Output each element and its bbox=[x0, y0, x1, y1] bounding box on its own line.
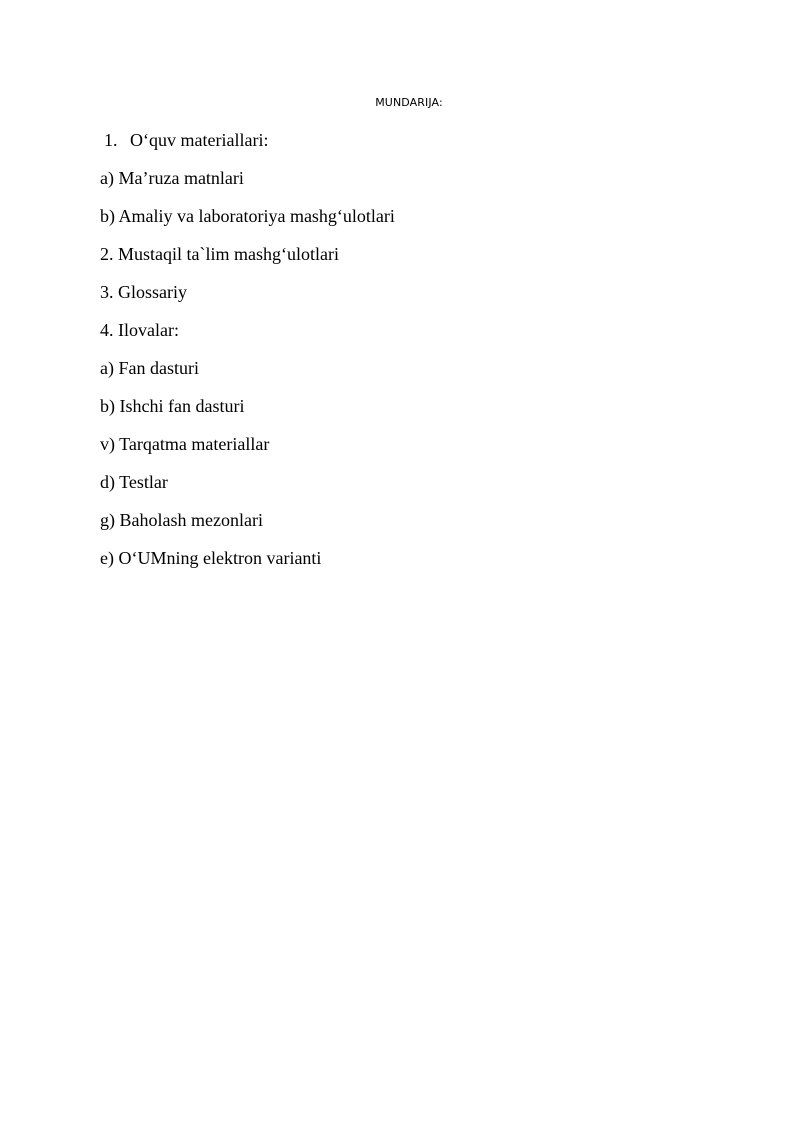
toc-item-working-program: b) Ishchi fan dasturi bbox=[100, 396, 245, 416]
contents-heading: MUNDARIJA: bbox=[375, 96, 443, 109]
toc-item-practical-lab-classes: b) Amaliy va laboratoriya mashg‘ulotlari bbox=[100, 206, 395, 226]
toc-item-handouts: v) Tarqatma materiallar bbox=[100, 434, 270, 454]
toc-item-text: O‘quv materiallari: bbox=[130, 130, 269, 150]
toc-item-independent-study: 2. Mustaqil ta`lim mashg‘ulotlari bbox=[100, 244, 339, 264]
toc-item-grading-criteria: g) Baholash mezonlari bbox=[100, 510, 263, 530]
toc-item-number: 1. bbox=[104, 130, 118, 150]
toc-item-glossary: 3. Glossariy bbox=[100, 282, 187, 302]
toc-item-course-program: a) Fan dasturi bbox=[100, 358, 199, 378]
toc-item-electronic-version: e) O‘UMning elektron varianti bbox=[100, 548, 322, 568]
toc-item-appendices: 4. Ilovalar: bbox=[100, 320, 179, 340]
toc-item-lecture-texts: a) Ma’ruza matnlari bbox=[100, 168, 244, 188]
table-of-contents bbox=[100, 128, 395, 584]
toc-item-study-materials bbox=[100, 128, 395, 166]
toc-item-tests: d) Testlar bbox=[100, 472, 168, 492]
